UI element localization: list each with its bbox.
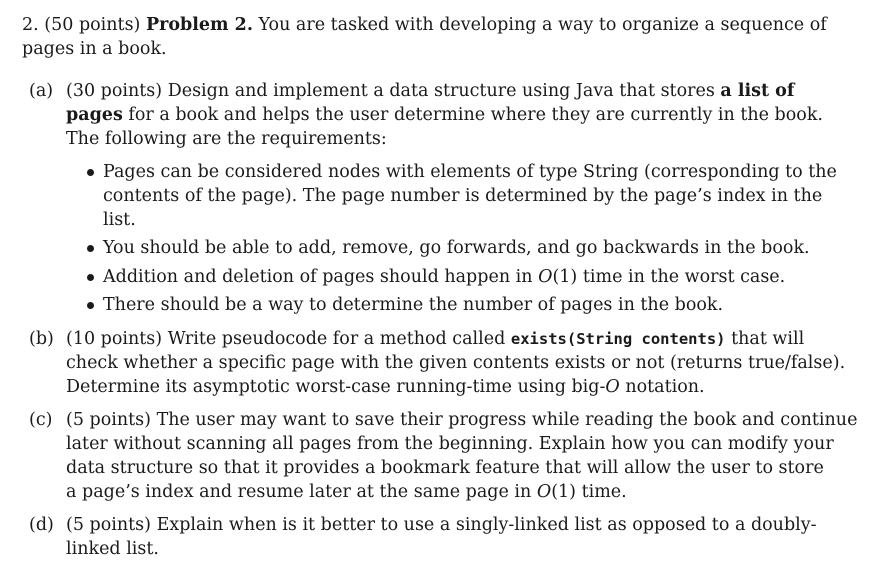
part-c-text-4-end: time.: [581, 482, 627, 502]
part-a-line-1: [66, 79, 794, 103]
problem-title: Problem 2.: [145, 15, 253, 35]
bullet-1-line-1: Pages can be considered nodes with elements of type String (corresponding to the: [103, 162, 837, 182]
part-c-points: (5 points): [66, 410, 151, 430]
big-o-symbol: O: [538, 267, 553, 287]
bullet-icon: [87, 169, 94, 176]
bullet-icon: [87, 274, 94, 281]
part-a-text-2: for a book and helps the user determine where they are currently in the book.: [128, 105, 823, 125]
problem-header-line: [22, 13, 827, 37]
bullet-2: You should be able to add, remove, go forwards, and go backwards in the book.: [103, 238, 810, 258]
part-b-points: (10 points): [66, 329, 163, 349]
bullet-icon: [87, 245, 94, 252]
problem-number: 2.: [22, 15, 39, 35]
part-c-text-1: The user may want to save their progress while reading the book and continue: [156, 410, 858, 430]
part-a-bold-1: a list of: [720, 81, 795, 101]
part-c-line-1: [66, 408, 857, 432]
bullet-3-text: Addition and deletion of pages should happen in: [103, 267, 533, 287]
part-c-line-4: [66, 480, 627, 504]
part-b-text-1-end: that will: [731, 329, 805, 349]
part-c-text-4: a page’s index and resume later at the same page in: [66, 482, 532, 502]
bullet-3-text-end: time in the worst case.: [582, 267, 786, 287]
part-c-line-3: data structure so that it provides a bookmark feature that will allow the user to store: [66, 458, 824, 478]
part-d-text-1: Explain when is it better to use a singly-linked list as opposed to a doubly-: [156, 515, 817, 535]
part-a-points: (30 points): [66, 81, 163, 101]
big-o-arg: (1): [552, 267, 578, 287]
bullet-1-line-3: list.: [103, 210, 136, 230]
part-b-line-1: [66, 327, 804, 351]
bullet-icon: [87, 302, 94, 309]
part-d-label: (d): [29, 515, 54, 535]
problem-intro-line-2: pages in a book.: [22, 39, 167, 59]
part-a-line-2: [66, 103, 823, 127]
part-d-line-2: linked list.: [66, 539, 159, 559]
part-b-text-3: Determine its asymptotic worst-case running-time using big-: [66, 377, 606, 397]
big-o-symbol: O: [536, 482, 552, 502]
part-b-line-2: check whether a specific page with the given contents exists or not (returns true/false).: [66, 353, 846, 373]
part-b-line-3: [66, 375, 705, 399]
problem-intro-line-1: You are tasked with developing a way to organize a sequence of: [258, 15, 827, 35]
big-o-symbol: O: [605, 377, 620, 397]
problem-points: (50 points): [44, 15, 141, 35]
part-a-label: (a): [29, 81, 54, 101]
part-d-line-1: [66, 513, 817, 537]
bullet-3: [103, 265, 785, 289]
part-c-line-2: later without scanning all pages from the beginning. Explain how you can modify your: [66, 434, 834, 454]
part-d-points: (5 points): [66, 515, 151, 535]
part-a-text-1: Design and implement a data structure using Java that stores: [167, 81, 715, 101]
bullet-4: There should be a way to determine the number of pages in the book.: [103, 295, 724, 315]
part-c-label: (c): [29, 410, 53, 430]
big-o-arg: (1): [551, 482, 576, 502]
bullet-1-line-2: contents of the page). The page number is determined by the page’s index in the: [103, 186, 823, 206]
part-a-bold-2: pages: [66, 105, 123, 125]
method-signature: exists(String contents): [510, 330, 726, 348]
part-a-line-3: The following are the requirements:: [66, 129, 387, 149]
part-b-label: (b): [29, 329, 54, 349]
part-b-text-1: Write pseudocode for a method called: [167, 329, 506, 349]
part-b-text-3-end: notation.: [625, 377, 705, 397]
